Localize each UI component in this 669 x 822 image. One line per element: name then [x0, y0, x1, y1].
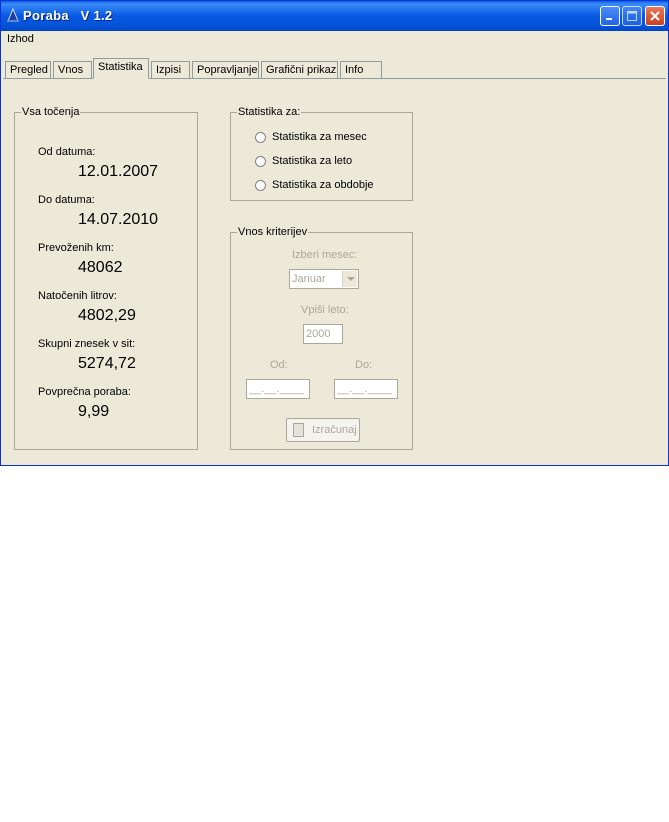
close-button[interactable]	[645, 6, 665, 26]
liters-filled-label: Natočenih litrov:	[38, 290, 117, 302]
radio-month-label[interactable]: Statistika za mesec	[272, 131, 367, 143]
close-icon	[648, 9, 662, 23]
tab-statistika[interactable]: Statistika	[93, 58, 149, 79]
total-amount-value: 5274,72	[78, 355, 136, 372]
minimize-button[interactable]	[600, 6, 620, 26]
app-icon	[6, 8, 20, 23]
from-date-input[interactable]	[246, 379, 310, 399]
from-date-label: Od datuma:	[38, 146, 96, 158]
tab-vnos[interactable]: Vnos	[53, 61, 92, 78]
liters-filled-value: 4802,29	[78, 307, 136, 324]
menu-item-izhod[interactable]: Izhod	[7, 33, 34, 45]
month-select[interactable]	[289, 269, 359, 289]
stats-for-group-label: Statistika za:	[238, 106, 301, 118]
radio-year-label[interactable]: Statistika za leto	[272, 155, 353, 167]
avg-consumption-label: Povprečna poraba:	[38, 386, 131, 398]
to-label: Do:	[355, 359, 373, 371]
title-bar[interactable]	[1, 1, 668, 31]
all-fills-group-label: Vsa točenja	[22, 106, 80, 118]
radio-period-label[interactable]: Statistika za obdobje	[272, 179, 374, 191]
year-label: Vpiši leto:	[301, 304, 349, 316]
calculate-button-label: Izračunaj	[312, 424, 357, 436]
tab-graficni-prikaz[interactable]: Grafični prikaz	[261, 61, 338, 78]
maximize-icon	[625, 9, 639, 23]
tab-popravljanje[interactable]: Popravljanje	[192, 61, 259, 78]
from-date-value: 12.01.2007	[78, 163, 159, 180]
month-label: Izberi mesec:	[292, 249, 358, 261]
to-date-input-value: __.__.____	[337, 383, 393, 395]
tab-izpisi[interactable]: Izpisi	[151, 61, 190, 78]
calculate-button[interactable]	[286, 418, 360, 442]
tab-info[interactable]: Info	[340, 61, 382, 78]
km-driven-label: Prevoženih km:	[38, 242, 114, 254]
to-date-value: 14.07.2010	[78, 211, 159, 228]
tab-pregled[interactable]: Pregled	[5, 61, 51, 78]
radio-year[interactable]	[255, 156, 266, 167]
radio-period[interactable]	[255, 180, 266, 191]
calculator-icon	[293, 423, 304, 437]
radio-month[interactable]	[255, 132, 266, 143]
avg-consumption-value: 9,99	[78, 403, 110, 420]
month-select-value: Januar	[292, 273, 326, 285]
criteria-group-label: Vnos kriterijev	[238, 226, 308, 238]
tab-strip	[1, 58, 668, 79]
from-label: Od:	[270, 359, 288, 371]
menu-bar	[1, 31, 668, 49]
total-amount-label: Skupni znesek v sit:	[38, 338, 136, 350]
to-date-label: Do datuma:	[38, 194, 95, 206]
chevron-down-icon[interactable]	[342, 271, 357, 287]
to-date-input[interactable]	[334, 379, 398, 399]
from-date-input-value: __.__.____	[249, 383, 305, 395]
km-driven-value: 48062	[78, 259, 123, 276]
year-input[interactable]	[303, 324, 343, 344]
minimize-icon	[603, 9, 617, 23]
maximize-button[interactable]	[622, 6, 642, 26]
window-title: Poraba V 1.2	[23, 8, 113, 23]
year-input-value: 2000	[306, 328, 331, 340]
